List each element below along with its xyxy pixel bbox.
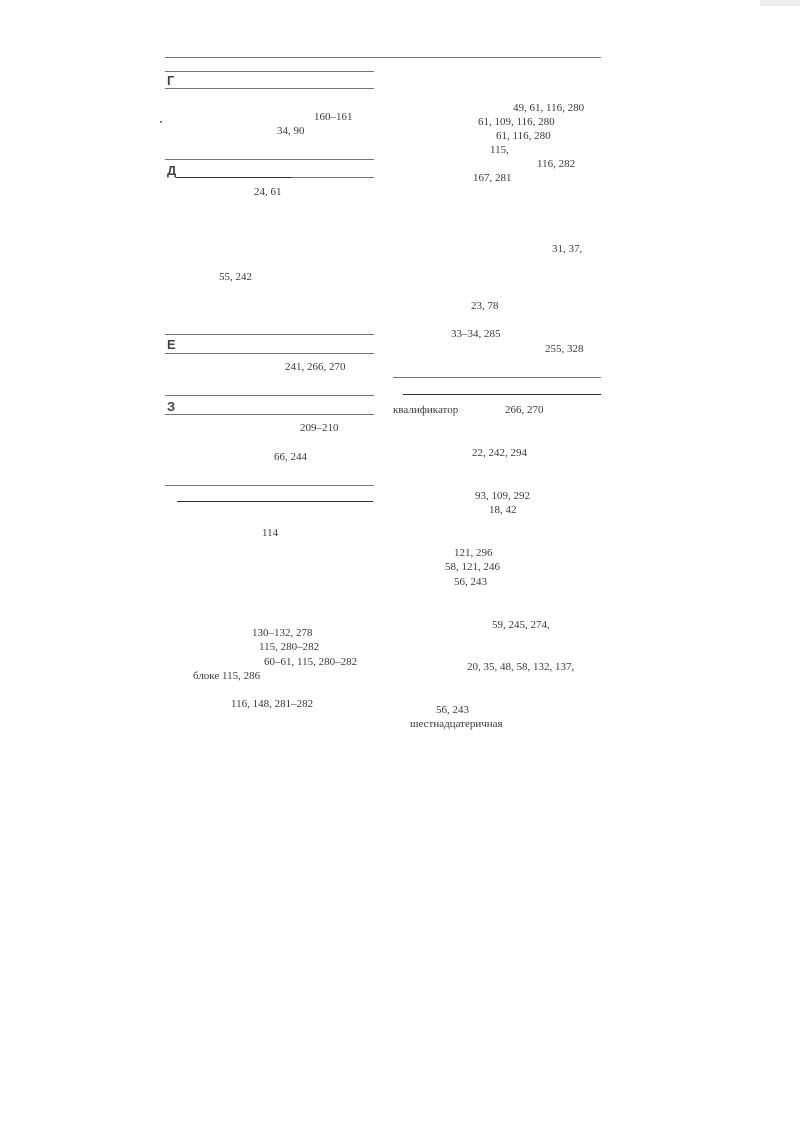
index-entry-pages: 115, bbox=[490, 144, 509, 156]
section-e-rule-bottom bbox=[165, 353, 374, 354]
index-entry-pages: 167, 281 bbox=[473, 172, 512, 184]
index-entry-pages: 255, 328 bbox=[545, 343, 584, 355]
page-corner-mark bbox=[760, 0, 800, 6]
section-letter-g: Г bbox=[167, 73, 175, 88]
index-entry-pages: 66, 244 bbox=[274, 451, 307, 463]
index-entry-pages: 114 bbox=[262, 527, 279, 539]
section-letter-d: Д bbox=[167, 163, 177, 178]
index-entry-pages: 56, 243 bbox=[454, 576, 487, 588]
index-entry-pages: 55, 242 bbox=[219, 271, 252, 283]
index-entry-pages: 59, 245, 274, bbox=[492, 619, 550, 631]
index-entry-pages: 266, 270 bbox=[505, 404, 544, 416]
index-entry-pages: 130–132, 278 bbox=[252, 627, 313, 639]
index-entry-pages: 116, 282 bbox=[537, 158, 576, 170]
section-k-rule-bottom bbox=[403, 394, 601, 395]
section-g-rule-top bbox=[165, 71, 374, 72]
section-d-rule-bottom-2 bbox=[292, 177, 374, 178]
section-z-rule-bottom bbox=[165, 414, 374, 415]
section-letter-z: З bbox=[167, 399, 176, 414]
section-i-rule-top bbox=[165, 485, 374, 486]
top-rule bbox=[165, 57, 601, 58]
index-entry-pages: 34, 90 bbox=[277, 125, 305, 137]
index-entry-pages: 49, 61, 116, 280 bbox=[513, 102, 585, 114]
index-entry-pages: 115, 280–282 bbox=[259, 641, 320, 653]
section-letter-e: Е bbox=[167, 337, 176, 352]
index-entry-pages: 241, 266, 270 bbox=[285, 361, 346, 373]
index-entry-pages: 58, 121, 246 bbox=[445, 561, 500, 573]
section-d-rule-bottom bbox=[176, 177, 292, 178]
index-entry-pages: 121, 296 bbox=[454, 547, 493, 559]
index-entry-pages: 61, 116, 280 bbox=[496, 130, 551, 142]
index-entry-pages: 56, 243 bbox=[436, 704, 469, 716]
index-entry-pages: 61, 109, 116, 280 bbox=[478, 116, 555, 128]
section-e-rule-top bbox=[165, 334, 374, 335]
index-entry-pages: 160–161 bbox=[314, 111, 353, 123]
index-entry-pages: 60–61, 115, 280–282 bbox=[264, 656, 358, 668]
margin-dot bbox=[160, 121, 162, 123]
index-entry-pages: 93, 109, 292 bbox=[475, 490, 530, 502]
index-entry-pages: 33–34, 285 bbox=[451, 328, 501, 340]
index-entry-term: шестнадцатеричная bbox=[410, 718, 503, 730]
section-g-rule-bottom bbox=[165, 88, 374, 89]
index-entry-pages: 209–210 bbox=[300, 422, 339, 434]
index-entry-pages: 20, 35, 48, 58, 132, 137, bbox=[467, 661, 575, 673]
index-entry-pages: 23, 78 bbox=[471, 300, 499, 312]
section-z-rule-top bbox=[165, 395, 374, 396]
index-entry-pages: 116, 148, 281–282 bbox=[231, 698, 314, 710]
index-entry-pages: блоке 115, 286 bbox=[193, 670, 261, 682]
index-entry-pages: 24, 61 bbox=[254, 186, 282, 198]
section-d-rule-top bbox=[165, 159, 374, 160]
section-i-rule-bottom bbox=[177, 501, 373, 502]
index-entry-term: квалификатор bbox=[393, 404, 459, 416]
index-entry-pages: 31, 37, bbox=[552, 243, 583, 255]
index-entry-pages: 22, 242, 294 bbox=[472, 447, 527, 459]
section-k-rule-top bbox=[393, 377, 601, 378]
index-entry-pages: 18, 42 bbox=[489, 504, 517, 516]
